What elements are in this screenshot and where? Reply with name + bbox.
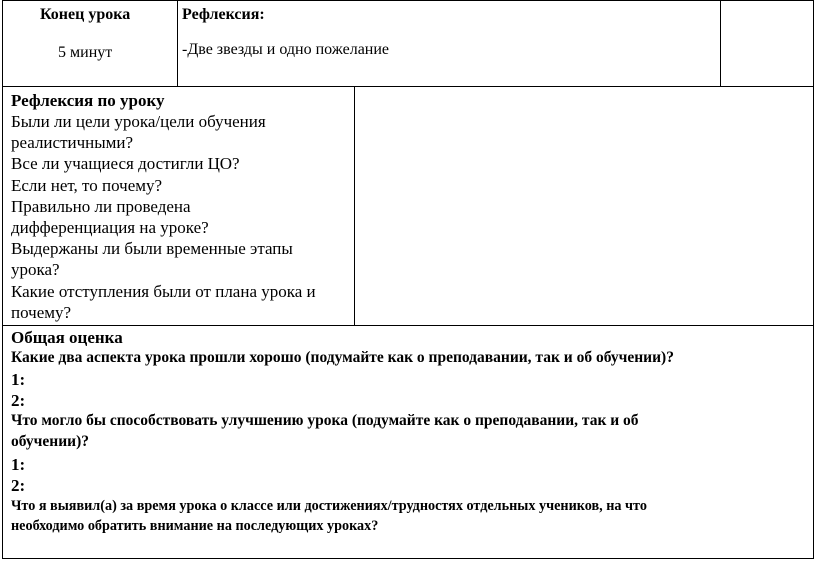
lesson-end-title: Конец урока (40, 6, 131, 23)
table-border-top (2, 0, 814, 1)
table-border-row1-bottom (2, 86, 814, 87)
question-2-line-2: обучении)? (11, 433, 89, 450)
question-2-answer-2: 2: (11, 476, 26, 495)
overall-assessment-title: Общая оценка (11, 328, 123, 347)
question-1: Какие два аспекта урока прошли хорошо (подумайте как о преподавании, так и об обучении)? (11, 349, 674, 366)
lesson-reflection-line-2: реалистичными? (11, 133, 134, 152)
question-1-answer-1: 1: (11, 370, 26, 389)
lesson-reflection-title: Рефлексия по уроку (11, 91, 165, 110)
lesson-end-time: 5 минут (58, 44, 113, 61)
lesson-reflection-line-4: Если нет, то почему? (11, 176, 163, 195)
lesson-reflection-line-5: Правильно ли проведена (11, 197, 191, 216)
row1-divider-2 (720, 0, 721, 86)
lesson-reflection-line-6: дифференциация на уроке? (11, 218, 209, 237)
lesson-reflection-line-3: Все ли учащиеся достигли ЦО? (11, 154, 240, 173)
question-2-line-1: Что могло бы способствовать улучшению урока (подумайте как о преподавании, так и об (11, 412, 639, 429)
question-3-line-1: Что я выявил(а) за время урока о классе или достижениях/трудностях отдельных учеников, на что (11, 498, 647, 514)
row1-divider-1 (177, 0, 178, 86)
table-border-row2-bottom (2, 325, 814, 326)
question-3-line-2: необходимо обратить внимание на последующих уроках? (11, 518, 379, 534)
row2-divider (354, 86, 355, 325)
lesson-reflection-line-1: Были ли цели урока/цели обучения (11, 112, 266, 131)
lesson-reflection-line-8: урока? (11, 260, 60, 279)
lesson-reflection-line-9: Какие отступления были от плана урока и (11, 282, 316, 301)
reflection-title: Рефлексия: (182, 6, 265, 23)
reflection-text: -Две звезды и одно пожелание (182, 41, 390, 58)
lesson-reflection-line-10: почему? (11, 303, 72, 322)
question-1-answer-2: 2: (11, 391, 26, 410)
lesson-reflection-line-7: Выдержаны ли были временные этапы (11, 239, 293, 258)
question-2-answer-1: 1: (11, 455, 26, 474)
table-border-bottom (2, 558, 814, 559)
table-border-right (813, 0, 814, 559)
table-border-left (2, 0, 3, 559)
